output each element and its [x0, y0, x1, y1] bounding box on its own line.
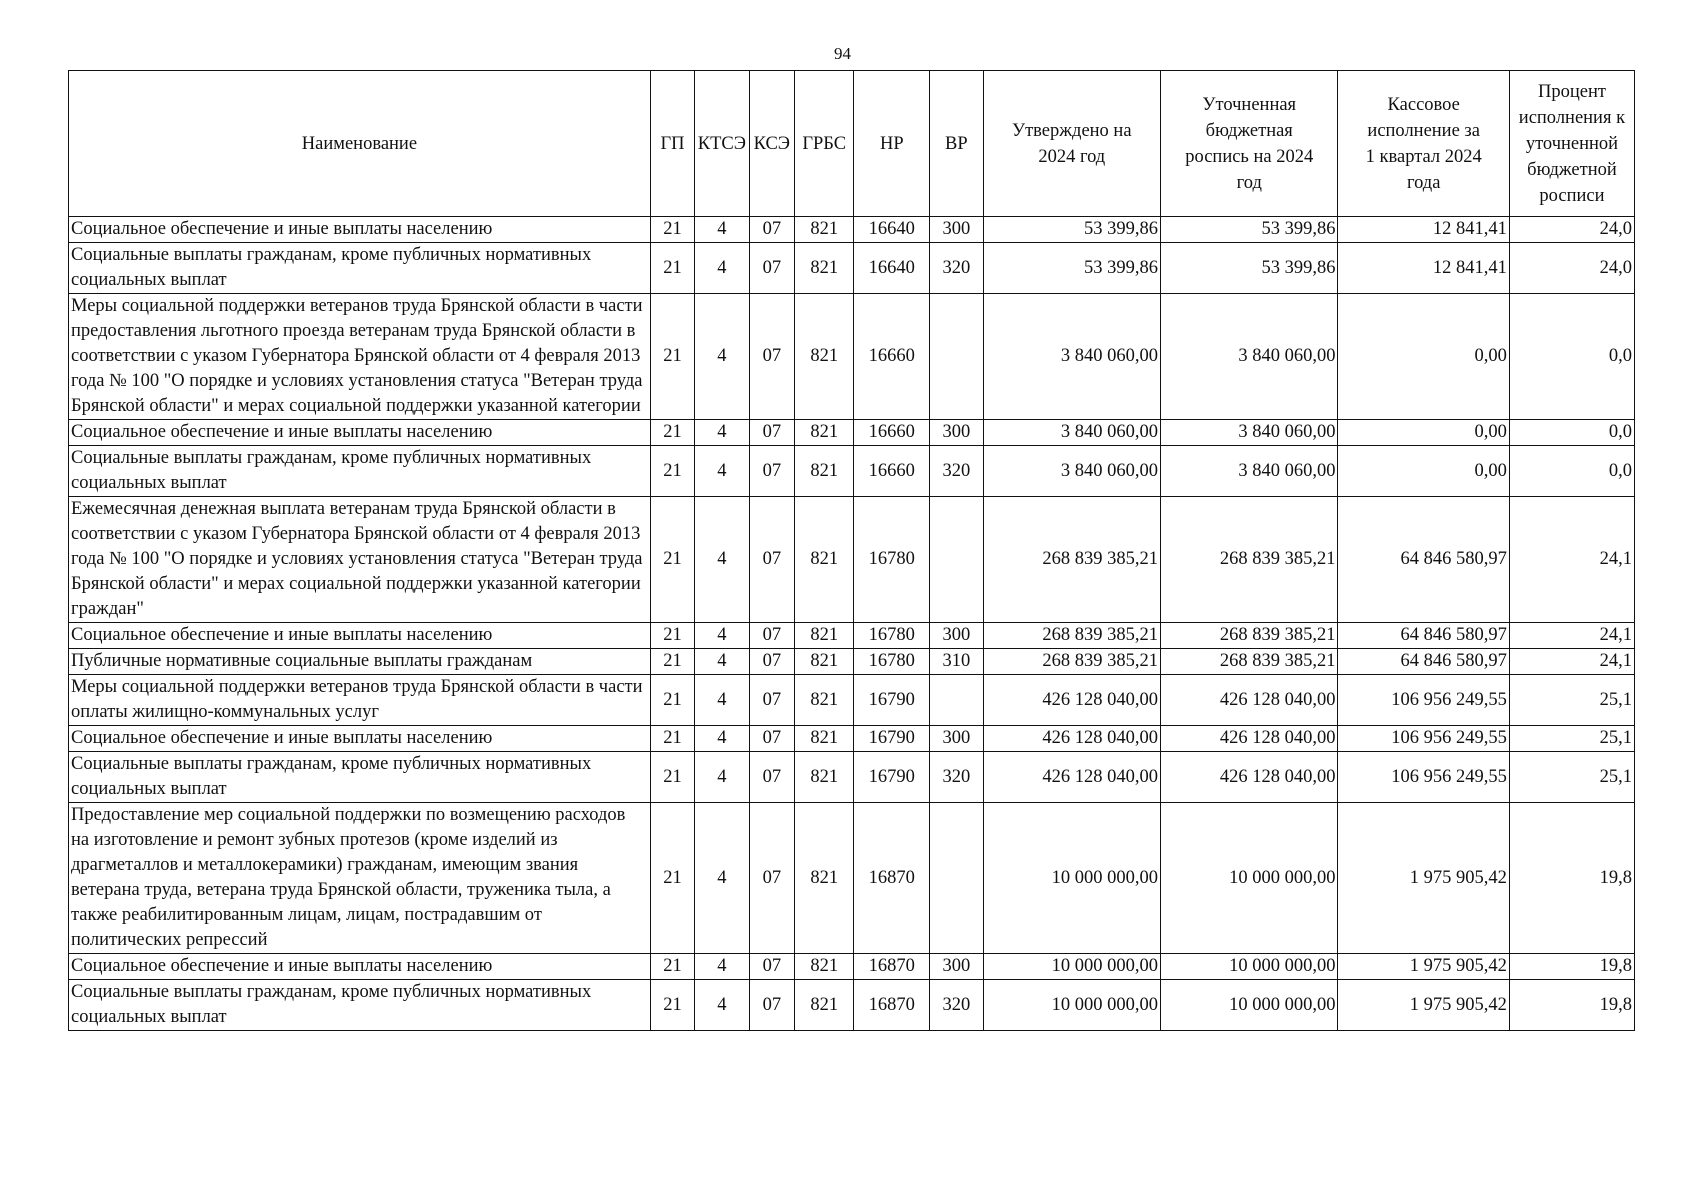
row-ktse: 4: [695, 243, 749, 294]
row-approved: 53 399,86: [983, 217, 1160, 243]
row-grbs: 821: [795, 294, 854, 420]
row-ktse: 4: [695, 623, 749, 649]
row-gp: 21: [650, 726, 694, 752]
row-approved: 426 128 040,00: [983, 675, 1160, 726]
row-ktse: 4: [695, 954, 749, 980]
row-gp: 21: [650, 954, 694, 980]
row-gp: 21: [650, 497, 694, 623]
row-grbs: 821: [795, 675, 854, 726]
row-grbs: 821: [795, 726, 854, 752]
row-approved: 3 840 060,00: [983, 446, 1160, 497]
row-cash: 1 975 905,42: [1338, 954, 1509, 980]
row-vr: [930, 803, 983, 954]
row-kse: 07: [749, 623, 794, 649]
row-kse: 07: [749, 243, 794, 294]
row-kse: 07: [749, 420, 794, 446]
row-nr: 16870: [854, 954, 930, 980]
row-ktse: 4: [695, 752, 749, 803]
row-kse: 07: [749, 497, 794, 623]
row-approved: 426 128 040,00: [983, 752, 1160, 803]
table-row: [69, 803, 1635, 954]
row-name: Социальные выплаты гражданам, кроме публичных нормативных социальных выплат: [69, 752, 651, 803]
row-nr: 16660: [854, 446, 930, 497]
row-cash: 0,00: [1338, 420, 1509, 446]
row-cash: 1 975 905,42: [1338, 803, 1509, 954]
row-approved: 426 128 040,00: [983, 726, 1160, 752]
row-nr: 16660: [854, 294, 930, 420]
column-header-percent: Процент исполнения к уточненной бюджетной росписи: [1509, 71, 1634, 217]
row-kse: 07: [749, 980, 794, 1031]
row-name: Социальные выплаты гражданам, кроме публичных нормативных социальных выплат: [69, 980, 651, 1031]
row-kse: 07: [749, 752, 794, 803]
row-percent: 0,0: [1509, 420, 1634, 446]
row-nr: 16870: [854, 980, 930, 1031]
table-row: [69, 243, 1635, 294]
row-refined: 3 840 060,00: [1161, 294, 1338, 420]
row-ktse: 4: [695, 420, 749, 446]
table-row: [69, 497, 1635, 623]
row-gp: 21: [650, 649, 694, 675]
row-cash: 106 956 249,55: [1338, 752, 1509, 803]
table-row: [69, 446, 1635, 497]
row-percent: 25,1: [1509, 726, 1634, 752]
row-ktse: 4: [695, 726, 749, 752]
row-vr: 300: [930, 726, 983, 752]
table-row: [69, 623, 1635, 649]
row-cash: 64 846 580,97: [1338, 497, 1509, 623]
row-percent: 24,1: [1509, 497, 1634, 623]
row-name: Предоставление мер социальной поддержки по возмещению расходов на изготовление и ремонт зубных протезов (кроме изделий из драгметаллов и металлокерамики) гражданам, имеющим звания ветерана труда, ветерана труда Брянской области, труженика тыла, а также реабилитированным лицам, лицам, пострадавшим от политических репрессий: [69, 803, 651, 954]
row-grbs: 821: [795, 420, 854, 446]
row-refined: 268 839 385,21: [1161, 623, 1338, 649]
row-cash: 0,00: [1338, 446, 1509, 497]
row-refined: 3 840 060,00: [1161, 446, 1338, 497]
row-gp: 21: [650, 752, 694, 803]
row-vr: 320: [930, 752, 983, 803]
row-grbs: 821: [795, 954, 854, 980]
row-grbs: 821: [795, 497, 854, 623]
row-name: Социальные выплаты гражданам, кроме публичных нормативных социальных выплат: [69, 243, 651, 294]
row-kse: 07: [749, 649, 794, 675]
row-ktse: 4: [695, 803, 749, 954]
row-ktse: 4: [695, 675, 749, 726]
row-ktse: 4: [695, 497, 749, 623]
row-vr: [930, 675, 983, 726]
row-vr: 320: [930, 980, 983, 1031]
table-row: [69, 726, 1635, 752]
row-cash: 12 841,41: [1338, 243, 1509, 294]
row-vr: 320: [930, 446, 983, 497]
row-cash: 106 956 249,55: [1338, 675, 1509, 726]
row-vr: 300: [930, 954, 983, 980]
row-vr: [930, 294, 983, 420]
row-kse: 07: [749, 954, 794, 980]
row-name: Социальное обеспечение и иные выплаты населению: [69, 726, 651, 752]
row-vr: 310: [930, 649, 983, 675]
row-gp: 21: [650, 675, 694, 726]
column-header-approved: Утверждено на 2024 год: [983, 71, 1160, 217]
row-approved: 10 000 000,00: [983, 980, 1160, 1031]
row-grbs: 821: [795, 803, 854, 954]
row-gp: 21: [650, 980, 694, 1031]
row-refined: 10 000 000,00: [1161, 980, 1338, 1031]
row-gp: 21: [650, 217, 694, 243]
row-vr: 300: [930, 217, 983, 243]
row-nr: 16790: [854, 752, 930, 803]
row-grbs: 821: [795, 446, 854, 497]
budget-table: [68, 70, 1635, 1031]
table-row: [69, 954, 1635, 980]
row-kse: 07: [749, 675, 794, 726]
row-grbs: 821: [795, 752, 854, 803]
row-name: Меры социальной поддержки ветеранов труда Брянской области в части оплаты жилищно-коммунальных услуг: [69, 675, 651, 726]
row-vr: 300: [930, 623, 983, 649]
column-header-refined: Уточненная бюджетная роспись на 2024 год: [1161, 71, 1338, 217]
row-refined: 426 128 040,00: [1161, 752, 1338, 803]
table-row: [69, 294, 1635, 420]
row-refined: 3 840 060,00: [1161, 420, 1338, 446]
row-percent: 0,0: [1509, 294, 1634, 420]
row-ktse: 4: [695, 446, 749, 497]
row-nr: 16790: [854, 726, 930, 752]
row-percent: 25,1: [1509, 752, 1634, 803]
row-percent: 19,8: [1509, 954, 1634, 980]
column-header-ktse: КТСЭ: [695, 71, 749, 217]
row-percent: 24,1: [1509, 623, 1634, 649]
row-name: Социальное обеспечение и иные выплаты населению: [69, 420, 651, 446]
row-approved: 268 839 385,21: [983, 623, 1160, 649]
row-percent: 19,8: [1509, 980, 1634, 1031]
row-refined: 10 000 000,00: [1161, 803, 1338, 954]
row-percent: 24,1: [1509, 649, 1634, 675]
row-nr: 16780: [854, 497, 930, 623]
row-cash: 0,00: [1338, 294, 1509, 420]
row-name: Меры социальной поддержки ветеранов труда Брянской области в части предоставления льготного проезда ветеранам труда Брянской области в соответствии с указом Губернатора Брянской области от 4 февраля 2013 года № 100 "О порядке и условиях установления статуса "Ветеран труда Брянской области" и мерах социальной поддержки указанной категории: [69, 294, 651, 420]
row-name: Публичные нормативные социальные выплаты гражданам: [69, 649, 651, 675]
row-gp: 21: [650, 420, 694, 446]
row-approved: 53 399,86: [983, 243, 1160, 294]
row-refined: 53 399,86: [1161, 217, 1338, 243]
row-grbs: 821: [795, 980, 854, 1031]
table-row: [69, 675, 1635, 726]
row-name: Социальное обеспечение и иные выплаты населению: [69, 623, 651, 649]
table-row: [69, 649, 1635, 675]
row-refined: 426 128 040,00: [1161, 726, 1338, 752]
row-nr: 16780: [854, 649, 930, 675]
row-refined: 268 839 385,21: [1161, 497, 1338, 623]
row-refined: 10 000 000,00: [1161, 954, 1338, 980]
row-percent: 24,0: [1509, 217, 1634, 243]
row-name: Ежемесячная денежная выплата ветеранам труда Брянской области в соответствии с указом Губернатора Брянской области от 4 февраля 2013 года № 100 "О порядке и условиях установления статуса "Ветеран труда Брянской области" и мерах социальной поддержки указанной категории граждан": [69, 497, 651, 623]
column-header-cash: Кассовое исполнение за 1 квартал 2024 года: [1338, 71, 1509, 217]
row-name: Социальные выплаты гражданам, кроме публичных нормативных социальных выплат: [69, 446, 651, 497]
table-row: [69, 217, 1635, 243]
row-kse: 07: [749, 803, 794, 954]
row-ktse: 4: [695, 980, 749, 1031]
row-approved: 268 839 385,21: [983, 497, 1160, 623]
column-header-vr: ВР: [930, 71, 983, 217]
row-approved: 268 839 385,21: [983, 649, 1160, 675]
row-kse: 07: [749, 217, 794, 243]
row-cash: 106 956 249,55: [1338, 726, 1509, 752]
table-header-row: [69, 71, 1635, 217]
row-nr: 16660: [854, 420, 930, 446]
row-kse: 07: [749, 294, 794, 420]
row-percent: 19,8: [1509, 803, 1634, 954]
row-approved: 10 000 000,00: [983, 954, 1160, 980]
row-ktse: 4: [695, 217, 749, 243]
row-ktse: 4: [695, 294, 749, 420]
row-nr: 16640: [854, 243, 930, 294]
row-grbs: 821: [795, 243, 854, 294]
row-nr: 16870: [854, 803, 930, 954]
row-refined: 426 128 040,00: [1161, 675, 1338, 726]
row-nr: 16790: [854, 675, 930, 726]
table-row: [69, 420, 1635, 446]
row-kse: 07: [749, 446, 794, 497]
row-gp: 21: [650, 243, 694, 294]
row-grbs: 821: [795, 217, 854, 243]
column-header-nr: НР: [854, 71, 930, 217]
row-cash: 12 841,41: [1338, 217, 1509, 243]
row-percent: 24,0: [1509, 243, 1634, 294]
row-grbs: 821: [795, 623, 854, 649]
column-header-grbs: ГРБС: [795, 71, 854, 217]
table-row: [69, 752, 1635, 803]
row-cash: 64 846 580,97: [1338, 649, 1509, 675]
column-header-kse: КСЭ: [749, 71, 794, 217]
row-gp: 21: [650, 623, 694, 649]
row-gp: 21: [650, 446, 694, 497]
column-header-name: Наименование: [69, 71, 651, 217]
page-number: 94: [834, 44, 851, 63]
row-refined: 53 399,86: [1161, 243, 1338, 294]
row-nr: 16780: [854, 623, 930, 649]
row-vr: 300: [930, 420, 983, 446]
row-approved: 3 840 060,00: [983, 294, 1160, 420]
row-percent: 0,0: [1509, 446, 1634, 497]
row-gp: 21: [650, 294, 694, 420]
row-ktse: 4: [695, 649, 749, 675]
row-approved: 10 000 000,00: [983, 803, 1160, 954]
row-nr: 16640: [854, 217, 930, 243]
table-row: [69, 980, 1635, 1031]
row-percent: 25,1: [1509, 675, 1634, 726]
row-cash: 1 975 905,42: [1338, 980, 1509, 1031]
row-refined: 268 839 385,21: [1161, 649, 1338, 675]
row-vr: [930, 497, 983, 623]
column-header-gp: ГП: [650, 71, 694, 217]
row-name: Социальное обеспечение и иные выплаты населению: [69, 217, 651, 243]
row-cash: 64 846 580,97: [1338, 623, 1509, 649]
row-name: Социальное обеспечение и иные выплаты населению: [69, 954, 651, 980]
row-vr: 320: [930, 243, 983, 294]
row-gp: 21: [650, 803, 694, 954]
row-grbs: 821: [795, 649, 854, 675]
row-approved: 3 840 060,00: [983, 420, 1160, 446]
row-kse: 07: [749, 726, 794, 752]
